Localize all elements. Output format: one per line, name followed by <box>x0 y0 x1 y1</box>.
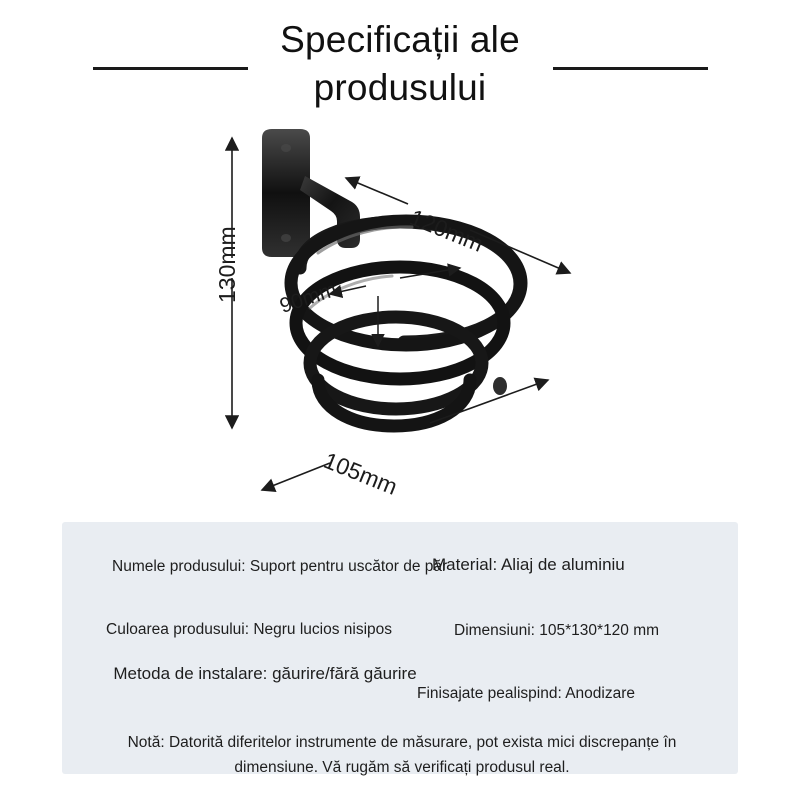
header <box>0 0 800 118</box>
page-title-line1: Specificații ale <box>280 19 520 60</box>
measurement-note: Notă: Datorită diferitelor instrumente de măsurare, pot exista mici discrepanțe în dimensiune. Vă rugăm să verificați produsul real. <box>127 734 677 776</box>
page-title-line2: produsului <box>313 67 487 108</box>
spec-material: Material: Aliaj de aluminiu <box>432 555 625 574</box>
title-rule-left <box>93 67 248 70</box>
spec-color: Culoarea produsului: Negru lucios nisipos <box>106 621 393 638</box>
page-title <box>0 16 800 112</box>
dimension-label-130: 130mm <box>214 226 240 303</box>
spec-size: Dimensiuni: 105*130*120 mm <box>454 622 660 639</box>
dimension-line-105 <box>262 380 548 490</box>
spiral-coil <box>291 221 521 426</box>
product-illustration <box>0 118 800 518</box>
spec-product-name: Numele produsului: Suport pentru uscător de păr <box>112 558 448 575</box>
spec-installation: Metoda de instalare: găurire/fără găurire <box>113 664 417 683</box>
title-rule-right <box>553 67 708 70</box>
dimension-label-120: 120mm <box>406 204 488 257</box>
dimension-label-105: 105mm <box>320 447 402 500</box>
dimension-label-90: 90mm <box>277 277 340 318</box>
coil-end-tip <box>493 377 507 395</box>
spec-finish: Finisajate pealispind: Anodizare <box>417 685 635 702</box>
product-diagram-svg <box>0 118 800 518</box>
